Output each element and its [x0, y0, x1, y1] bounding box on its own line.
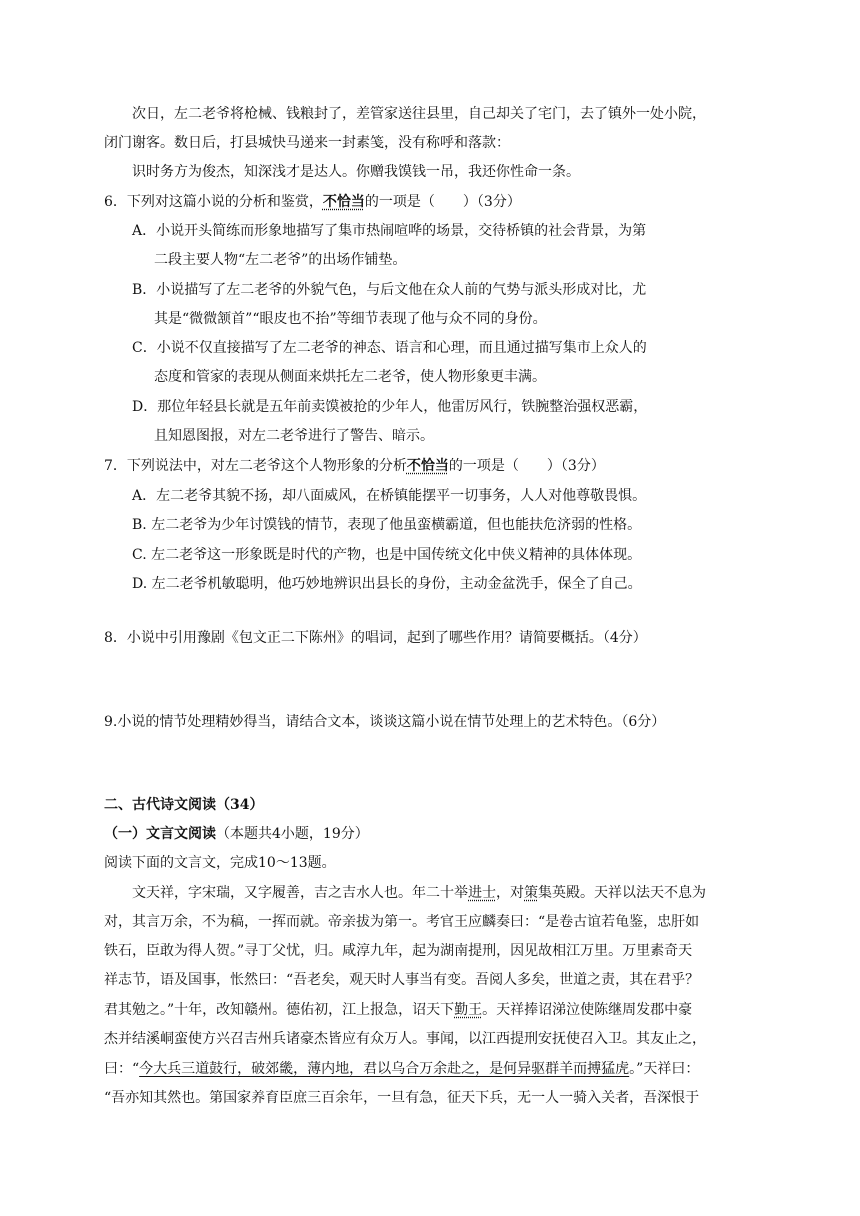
passage-line: 识时务方为俊杰，知深浅才是达人。你赠我馍钱一吊，我还你性命一条。 — [132, 164, 580, 180]
option-b: B. 左二老爷为少年讨馍钱的情节，表现了他虽蛮横霸道，但也能扶危济弱的性格。 — [132, 517, 642, 533]
option-a-line2: 二段主要人物“左二老爷”的出场作铺垫。 — [154, 252, 407, 268]
option-c-line2: 态度和管家的表现从侧面来烘托左二老爷，使人物形象更丰满。 — [154, 369, 546, 385]
classical-text-line: 铁石，臣敢为得人贺。”寻丁父忧，归。咸淳九年，起为湖南提刑，因见故相江万里。万里素奇天 — [104, 943, 693, 959]
subsection-title: （一）文言文阅读（本题共4小题，19分） — [104, 826, 369, 842]
dotted-term: 勤王 — [454, 1002, 483, 1018]
option-a: A．左二老爷其貌不扬，却八面威风，在桥镇能摆平一切事务，人人对他尊敬畏惧。 — [132, 488, 647, 504]
option-d-line2: 且知恩图报，对左二老爷进行了警告、暗示。 — [154, 428, 434, 444]
classical-text-line: 祥志节，语及国事，怅然曰：“吾老矣，观天时人事当有变。吾阅人多矣，世道之责，其在君乎？ — [104, 972, 700, 988]
classical-text-line: 君其勉之。”十年，改知赣州。德佑初，江上报急，诏天下勤王。天祥捧诏涕泣使陈继周发郡中豪 — [104, 1002, 693, 1018]
question-6-stem: 6．下列对这篇小说的分析和鉴赏，不恰当的一项是（ ）（3分） — [104, 194, 521, 210]
classical-text-line: 文天祥，字宋瑞，又字履善，吉之吉水人也。年二十举进士，对策集英殿。天祥以法天不息为 — [132, 885, 706, 901]
passage-line: 次日，左二老爷将枪械、钱粮封了，差管家送往县里，自己却关了宅门，去了镇外一处小院， — [132, 106, 706, 122]
emphasis-mark: 不恰当 — [322, 194, 365, 210]
option-b-line1: B．小说描写了左二老爷的外貌气色，与后文他在众人前的气势与派头形成对比，尤 — [132, 282, 647, 298]
classical-text-line: 杰并结溪峒蛮使方兴召吉州兵诸豪杰皆应有众万人。事闻，以江西提刑安抚使召入卫。其友止之， — [104, 1031, 706, 1047]
classical-text-line: 对，其言万余，不为稿，一挥而就。帝亲拔为第一。考官王应麟奏曰：“是卷古谊若龟鉴，忠肝如 — [104, 914, 700, 930]
question-8-stem: 8．小说中引用豫剧《包文正二下陈州》的唱词，起到了哪些作用？请简要概括。（4分） — [104, 630, 647, 646]
option-b-line2: 其是“微微颔首”“眼皮也不抬”等细节表现了他与众不同的身份。 — [154, 311, 547, 327]
section-title: 二、古代诗文阅读（34） — [104, 797, 264, 813]
classical-text-line: “吾亦知其然也。第国家养育臣庶三百余年，一旦有急，征天下兵，无一人一骑入关者，吾深恨于 — [104, 1090, 700, 1106]
instruction: 阅读下面的文言文，完成10～13题。 — [104, 855, 336, 871]
dotted-term: 进士 — [468, 885, 496, 901]
option-a-line1: A．小说开头简练而形象地描写了集市热闹喧哗的场景，交待桥镇的社会背景，为第 — [132, 223, 647, 239]
option-d: D. 左二老爷机敏聪明，他巧妙地辨识出县长的身份，主动金盆洗手，保全了自己。 — [132, 576, 642, 592]
option-c-line1: C．小说不仅直接描写了左二老爷的神态、语言和心理，而且通过描写集市上众人的 — [132, 340, 647, 356]
emphasis-mark: 不恰当 — [406, 458, 449, 474]
dotted-term: 策 — [524, 885, 538, 901]
question-7-stem: 7．下列说法中，对左二老爷这个人物形象的分析不恰当的一项是（ ）（3分） — [104, 458, 605, 474]
underlined-sentence: 今大兵三道鼓行，破郊畿，薄内地，君以乌合万余赴之，是何异驱群羊而搏猛虎 — [139, 1061, 630, 1077]
option-d-line1: D．那位年轻县长就是五年前卖馍被抢的少年人，他雷厉风行，铁腕整治强权恶霸， — [132, 399, 648, 415]
classical-text-line: 曰：“今大兵三道鼓行，破郊畿，薄内地，君以乌合万余赴之，是何异驱群羊而搏猛虎。”天祥曰： — [104, 1061, 700, 1077]
passage-line: 闭门谢客。数日后，打县城快马递来一封素笺，没有称呼和落款： — [104, 135, 510, 151]
question-9-stem: 9.小说的情节处理精妙得当，请结合文本，谈谈这篇小说在情节处理上的艺术特色。（6分） — [104, 714, 666, 730]
option-c: C. 左二老爷这一形象既是时代的产物，也是中国传统文化中侠义精神的具体体现。 — [132, 547, 642, 563]
